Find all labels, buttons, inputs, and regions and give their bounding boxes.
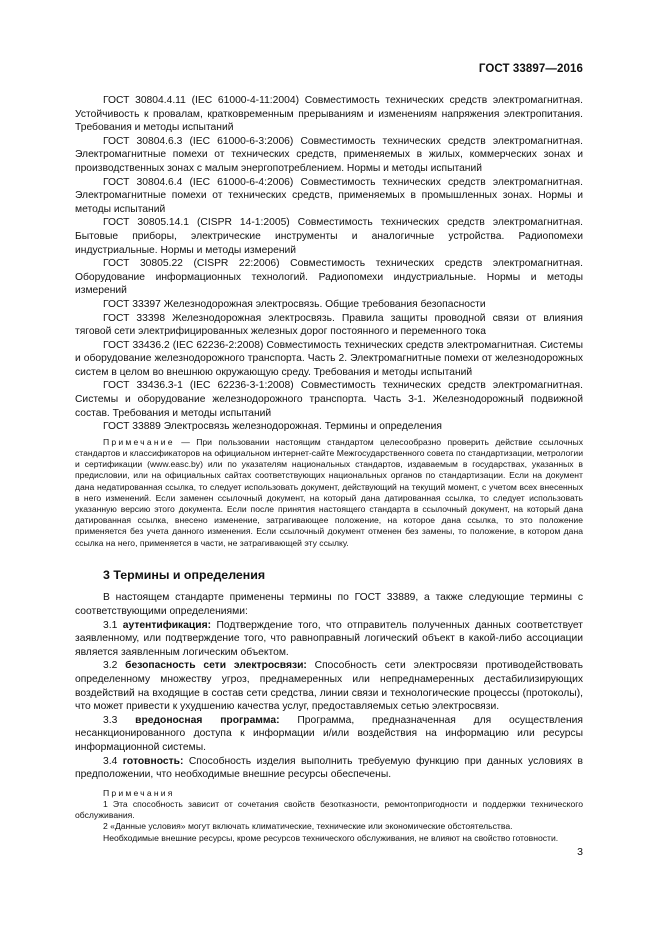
reference-item: ГОСТ 33436.3-1 (IEC 62236-3-1:2008) Совместимость технических средств электромагнитная. Системы и оборудование железнодорожного транспорта. Часть 3-1. Железнодорожный подвижной состав. Требования и методы испытаний — [75, 380, 583, 419]
document-body — [75, 94, 583, 844]
term-text: Способность изделия выполнить требуемую функцию при данных условиях в предположении, что необходимые внешние ресурсы обеспечены. — [75, 755, 583, 781]
reference-item: ГОСТ 30805.22 (CISPR 22:2006) Совместимость технических средств электромагнитная. Оборудование информационных технологий. Радиопомехи индустриальные. Нормы и методы измерений — [75, 258, 583, 297]
note-item: 2 «Данные условия» могут включать климатические, технические или экономические обстоятельства. — [103, 821, 513, 832]
term-number: 3.3 — [103, 714, 136, 726]
note-text: — При пользовании настоящим стандартом целесообразно проверить действие ссылочных стандартов и классификаторов на официальном интернет-сайте Межгосударственного совета по стандартизации, метрологии и сертификации (www.easc.by) или по указателям национальных стандартов, издаваемым в государствах, указанных в предисловии, или на официальных сайтах соответствующих национальных органов по стандартизации. Если на документ дана недатированная ссылка, то следует использовать документ, действующий на текущий момент, с учетом всех внесенных в него изменений. Если заменен ссылочный документ, на который дана датированная ссылка, то следует использовать указанную версию этого документа. Если после принятия настоящего стандарта в ссылочный документ, на который дана датированная ссылка, внесено изменение, затрагивающее положение, на которое дана ссылка, то это положение применяется без учета данного изменения. Если ссылочный документ отменен без замены, то положение, в котором дана ссылка на него, применяется в части, не затрагивающей эту ссылку. — [75, 436, 583, 548]
term-number: 3.2 — [103, 660, 126, 672]
section-title: 3 Термины и определения — [103, 567, 266, 582]
term-text: Программа, предназначенная для осуществления несанкционированного доступа к информации и/или воздействия на информацию или ресурсы информационной системы. — [75, 714, 583, 753]
reference-item: ГОСТ 30804.6.3 (IEC 61000-6-3:2006) Совместимость технических средств электромагнитная. Электромагнитные помехи от технических средств, применяемых в жилых, коммерческих зонах и производственных зонах с малым энергопотреблением. Нормы и методы испытаний — [75, 135, 583, 174]
note-item: 1 Эта способность зависит от сочетания свойств безотказности, ремонтопригодности и поддержки технического обслуживания. — [75, 798, 583, 821]
reference-item: ГОСТ 30804.4.11 (IEC 61000-4-11:2004) Совместимость технических средств электромагнитная. Устойчивость к провалам, кратковременным прерываниям и изменениям напряжения электропитания. Требования и методы испытаний — [75, 95, 583, 134]
reference-item: ГОСТ 30805.14.1 (CISPR 14-1:2005) Совместимость технических средств электромагнитная. Бытовые приборы, электрические инструменты и аналогичные устройства. Радиопомехи индустриальные. Нормы и методы измерений — [75, 217, 583, 256]
term-text: Способность сети электросвязи противодействовать определенному множеству угроз, преднамеренных или непреднамеренных дестабилизирующих воздействий на входящие в состав сети средства, линии связи и технологические процессы (протоколы), что может привести к ухудшению качества услуг, предоставляемых сетью электросвязи. — [75, 660, 583, 713]
reference-item: ГОСТ 30804.6.4 (IEC 61000-6-4:2006) Совместимость технических средств электромагнитная. Электромагнитные помехи от технических средств, применяемых в промышленных зонах. Нормы и методы испытаний — [75, 176, 583, 215]
reference-item: ГОСТ 33889 Электросвязь железнодорожная. Термины и определения — [103, 421, 442, 433]
term-definition — [75, 619, 583, 660]
term-number: 3.1 — [103, 619, 123, 631]
term-definition — [75, 659, 583, 713]
notes-label: Примечания — [103, 787, 175, 798]
standard-header: ГОСТ 33897—2016 — [478, 63, 583, 75]
reference-item: ГОСТ 33436.2 (IEC 62236-2:2008) Совместимость технических средств электромагнитная. Системы и оборудование железнодорожного транспорта. Часть 2. Электромагнитные помехи от железнодорожных систем в целом во внешнюю окружающую среду. Требования и методы испытаний — [75, 339, 583, 378]
page-number: 3 — [577, 846, 583, 858]
reference-item: ГОСТ 33398 Железнодорожная электросвязь. Правила защиты проводной связи от влияния тяговой сети электрифицированных железных дорог постоянного и переменного тока — [75, 312, 583, 338]
term-name: готовность: — [122, 755, 184, 767]
term-name: вредоносная программа: — [135, 714, 280, 726]
note-item: Необходимые внешние ресурсы, кроме ресурсов технического обслуживания, не влияют на свойство готовности. — [103, 832, 559, 843]
term-number: 3.4 — [103, 755, 123, 767]
term-text: Подтверждение того, что отправитель полученных данных соответствует заявленному, или подтверждение того, что равноправный логический объект в какой-либо ассоциации является заявленным логическим объектом. — [75, 619, 583, 658]
reference-note — [75, 437, 583, 549]
note-label: Примечание — [103, 436, 175, 447]
term-definition — [75, 755, 583, 782]
term-name: безопасность сети электросвязи: — [125, 660, 307, 672]
term-definition — [75, 714, 583, 755]
section-intro: В настоящем стандарте применены термины по ГОСТ 33889, а также следующие термины с соответствующими определениями: — [75, 592, 583, 618]
reference-item: ГОСТ 33397 Железнодорожная электросвязь. Общие требования безопасности — [103, 298, 486, 310]
term-name: аутентификация: — [122, 619, 212, 631]
